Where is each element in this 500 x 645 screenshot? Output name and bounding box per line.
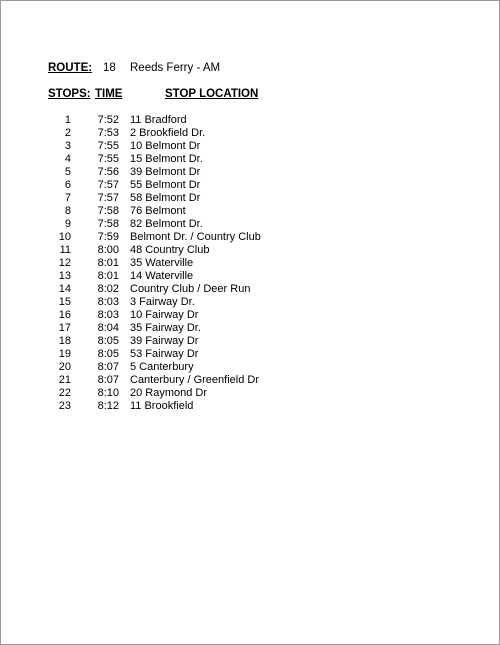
stop-time: 7:56	[97, 166, 119, 178]
stop-location: 5 Canterbury	[130, 361, 194, 373]
stop-number: 21	[58, 374, 71, 386]
stop-row	[48, 335, 348, 348]
stop-number: 16	[58, 309, 71, 321]
stop-number: 4	[64, 153, 71, 165]
stop-location: 35 Waterville	[130, 257, 194, 269]
stop-number: 17	[58, 322, 71, 334]
stop-number: 5	[64, 166, 71, 178]
stop-time: 7:53	[97, 127, 119, 139]
stops-header: STOPS:	[48, 88, 91, 100]
stop-row	[48, 387, 348, 400]
stop-location: 58 Belmont Dr	[130, 192, 201, 204]
stop-time: 7:59	[97, 231, 119, 243]
stop-number: 7	[64, 192, 71, 204]
stop-time: 7:57	[97, 179, 119, 191]
stop-location: 76 Belmont	[130, 205, 186, 217]
stop-time: 8:01	[97, 257, 119, 269]
stop-number: 14	[58, 283, 71, 295]
stop-number: 19	[58, 348, 71, 360]
stop-time: 7:55	[97, 153, 119, 165]
stop-row	[48, 179, 348, 192]
stop-time: 8:12	[97, 400, 119, 412]
stop-row	[48, 309, 348, 322]
stop-location: Belmont Dr. / Country Club	[130, 231, 261, 243]
stop-location: 48 Country Club	[130, 244, 210, 256]
stop-row	[48, 296, 348, 309]
stop-time: 8:00	[97, 244, 119, 256]
route-number: 18	[103, 62, 116, 74]
stop-time: 8:04	[97, 322, 119, 334]
stop-row	[48, 114, 348, 127]
stop-number: 6	[64, 179, 71, 191]
stop-location: 2 Brookfield Dr.	[130, 127, 206, 139]
stop-number: 1	[64, 114, 71, 126]
stop-location: 10 Belmont Dr	[130, 140, 201, 152]
stop-time: 7:57	[97, 192, 119, 204]
stop-time: 8:03	[97, 309, 119, 321]
stop-location: 11 Brookfield	[130, 400, 194, 412]
stop-number: 11	[59, 244, 71, 256]
stop-time: 8:03	[97, 296, 119, 308]
stop-row	[48, 127, 348, 140]
stop-time: 7:52	[97, 114, 119, 126]
stop-row	[48, 244, 348, 257]
stop-number: 3	[64, 140, 71, 152]
stop-row	[48, 374, 348, 387]
route-label: ROUTE:	[48, 62, 93, 74]
stop-time: 8:05	[97, 348, 119, 360]
stop-location: 3 Fairway Dr.	[130, 296, 195, 308]
stop-location: 39 Fairway Dr	[130, 335, 199, 347]
stop-time: 8:07	[97, 361, 119, 373]
stop-number: 9	[64, 218, 71, 230]
stop-location: 11 Bradford	[130, 114, 187, 126]
stop-location: 15 Belmont Dr.	[130, 153, 203, 165]
stop-row	[48, 400, 348, 413]
stop-number: 8	[64, 205, 71, 217]
stop-row	[48, 257, 348, 270]
route-name: Reeds Ferry - AM	[130, 62, 221, 74]
stop-location: 55 Belmont Dr	[130, 179, 201, 191]
stop-time: 7:55	[97, 140, 119, 152]
stop-number: 2	[64, 127, 71, 139]
stop-location: Country Club / Deer Run	[130, 283, 251, 295]
stop-number: 15	[58, 296, 71, 308]
stop-number: 20	[58, 361, 71, 373]
stop-location: 35 Fairway Dr.	[130, 322, 201, 334]
stop-row	[48, 348, 348, 361]
stop-time: 8:10	[97, 387, 119, 399]
stop-location-header: STOP LOCATION	[165, 88, 259, 100]
stop-number: 18	[58, 335, 71, 347]
stop-number: 23	[58, 400, 71, 412]
stop-location: 10 Fairway Dr	[130, 309, 199, 321]
stop-row	[48, 283, 348, 296]
stop-row	[48, 322, 348, 335]
stop-number: 22	[58, 387, 71, 399]
stop-row	[48, 270, 348, 283]
stop-location: Canterbury / Greenfield Dr	[130, 374, 259, 386]
stop-row	[48, 361, 348, 374]
stop-time: 7:58	[97, 205, 119, 217]
time-header: TIME	[95, 88, 123, 100]
stop-time: 8:02	[97, 283, 119, 295]
stop-location: 14 Waterville	[130, 270, 194, 282]
route-line	[48, 62, 221, 74]
stop-location: 82 Belmont Dr.	[130, 218, 203, 230]
stop-time: 7:58	[97, 218, 119, 230]
stop-number: 10	[58, 231, 71, 243]
stop-time: 8:07	[97, 374, 119, 386]
stop-row	[48, 231, 348, 244]
stop-number: 13	[58, 270, 71, 282]
stop-location: 53 Fairway Dr	[130, 348, 199, 360]
stop-location: 39 Belmont Dr	[130, 166, 201, 178]
stop-row	[48, 192, 348, 205]
stop-row	[48, 218, 348, 231]
stop-row	[48, 140, 348, 153]
stop-location: 20 Raymond Dr	[130, 387, 208, 399]
stop-time: 8:05	[97, 335, 119, 347]
stop-row	[48, 205, 348, 218]
stops-list	[48, 114, 348, 413]
stop-row	[48, 166, 348, 179]
stop-time: 8:01	[97, 270, 119, 282]
stop-row	[48, 153, 348, 166]
stop-number: 12	[58, 257, 71, 269]
